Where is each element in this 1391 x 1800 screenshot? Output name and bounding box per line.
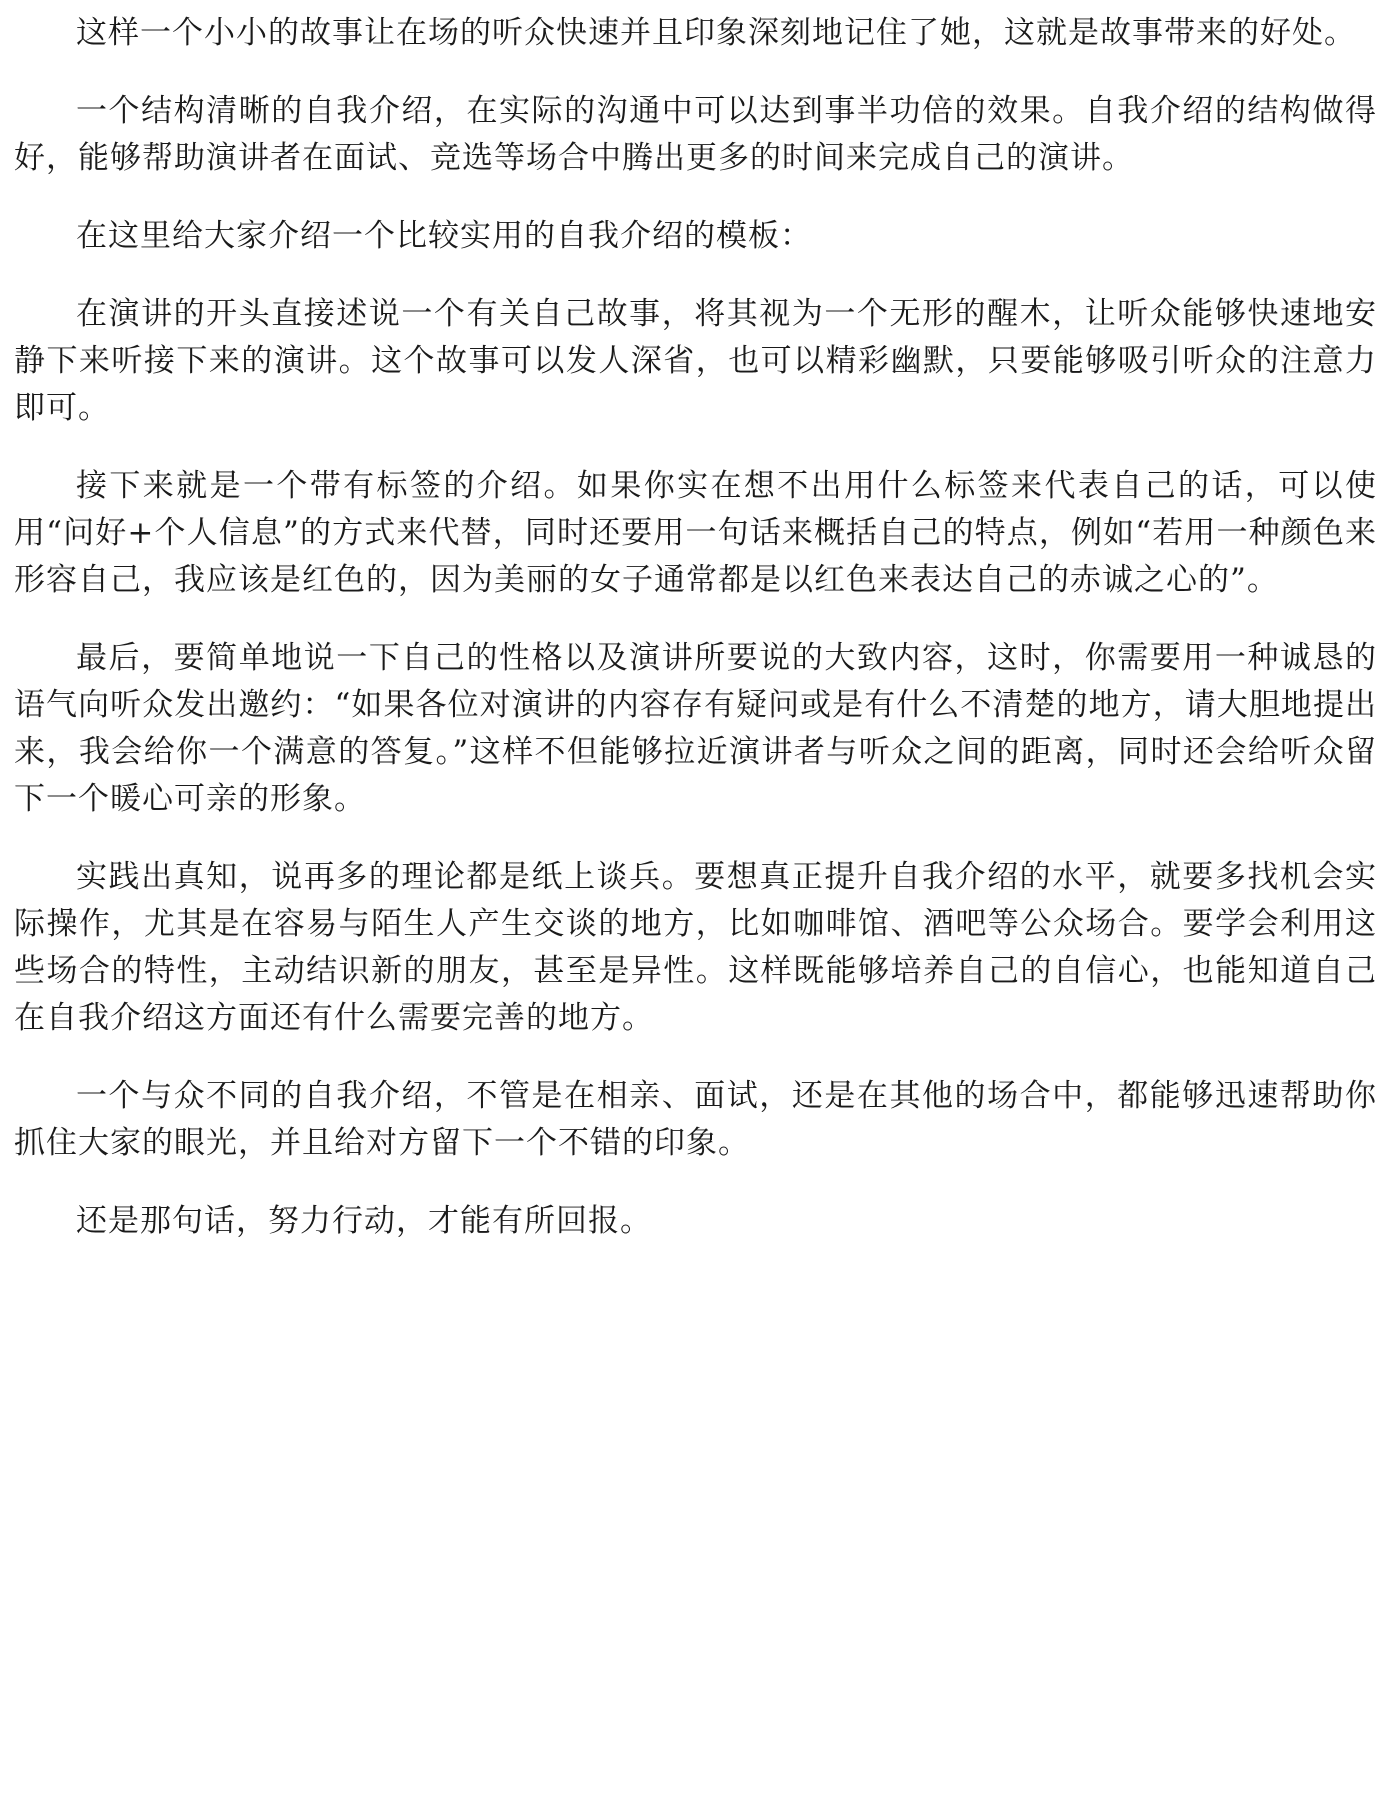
paragraph-unique-intro: 一个与众不同的自我介绍，不管是在相亲、面试，还是在其他的场合中，都能够迅速帮助你抓住大家的眼光，并且给对方留下一个不错的印象。: [14, 1078, 1377, 1161]
paragraph-template-intro: 在这里给大家介绍一个比较实用的自我介绍的模板：: [76, 218, 812, 254]
paragraph-opening-story: 在演讲的开头直接述说一个有关自己故事，将其视为一个无形的醒木，让听众能够快速地安静下来听接下来的演讲。这个故事可以发人深省，也可以精彩幽默，只要能够吸引听众的注意力即可。: [14, 296, 1377, 426]
paragraph-label-intro: 接下来就是一个带有标签的介绍。如果你实在想不出用什么标签来代表自己的话，可以使用“问好+个人信息”的方式来代替，同时还要用一句话来概括自己的特点，例如“若用一种颜色来形容自己，我应该是红色的，因为美丽的女子通常都是以红色来表达自己的赤诚之心的”。: [14, 468, 1377, 598]
paragraph-structure: 一个结构清晰的自我介绍，在实际的沟通中可以达到事半功倍的效果。自我介绍的结构做得好，能够帮助演讲者在面试、竞选等场合中腾出更多的时间来完成自己的演讲。: [14, 93, 1377, 176]
paragraph-conclusion: 还是那句话，努力行动，才能有所回报。: [76, 1203, 652, 1239]
paragraph-practice: 实践出真知，说再多的理论都是纸上谈兵。要想真正提升自我介绍的水平，就要多找机会实际操作，尤其是在容易与陌生人产生交谈的地方，比如咖啡馆、酒吧等公众场合。要学会利用这些场合的特性，主动结识新的朋友，甚至是异性。这样既能够培养自己的自信心，也能知道自己在自我介绍这方面还有什么需要完善的地方。: [14, 859, 1377, 1036]
document-page: [14, 10, 1377, 1276]
paragraph-closing: 最后，要简单地说一下自己的性格以及演讲所要说的大致内容，这时，你需要用一种诚恳的语气向听众发出邀约：“如果各位对演讲的内容存有疑问或是有什么不清楚的地方，请大胆地提出来，我会给你一个满意的答复。”这样不但能够拉近演讲者与听众之间的距离，同时还会给听众留下一个暖心可亲的形象。: [14, 640, 1377, 817]
paragraph-story-benefit: 这样一个小小的故事让在场的听众快速并且印象深刻地记住了她，这就是故事带来的好处。: [76, 15, 1356, 51]
